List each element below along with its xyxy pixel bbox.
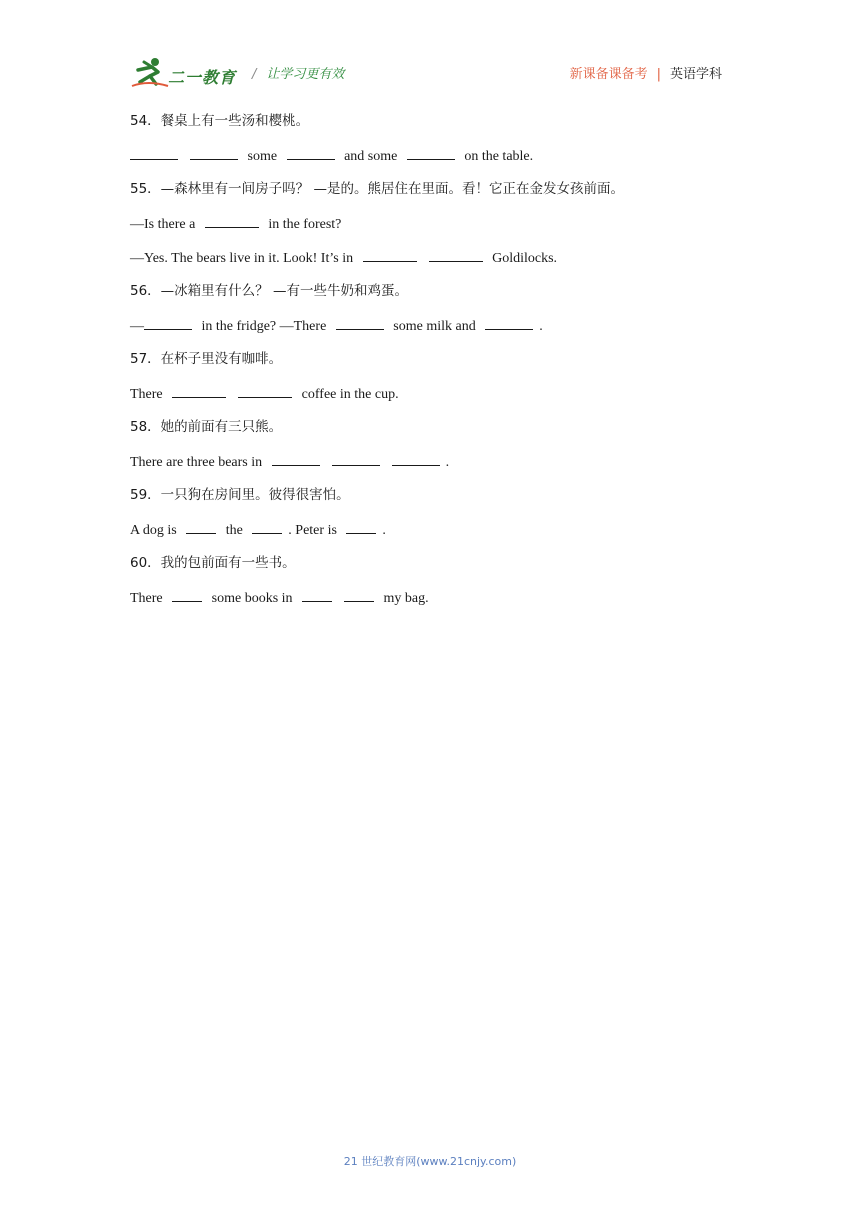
answer-blank[interactable] <box>429 247 483 262</box>
subject-label: 英语学科 <box>669 67 722 82</box>
answer-blank[interactable] <box>346 519 376 534</box>
header-divider: | <box>656 67 661 82</box>
answer-text: There <box>130 591 163 606</box>
brand-logo <box>130 56 240 90</box>
answer-blank[interactable] <box>205 213 259 228</box>
answer-blank[interactable] <box>363 247 417 262</box>
answer-text: coffee in the cup. <box>301 387 399 402</box>
answer-blank[interactable] <box>344 587 374 602</box>
question-56-answer <box>130 315 730 349</box>
answer-text: some <box>247 149 278 164</box>
answer-text: on the table. <box>464 149 534 164</box>
answer-text: the <box>225 523 243 538</box>
question-54-prompt: 54．餐桌上有一些汤和樱桃。 <box>130 113 310 129</box>
answer-blank[interactable] <box>332 451 380 466</box>
answer-blank[interactable] <box>407 145 455 160</box>
answer-text: some books in <box>211 591 293 606</box>
runner-logo-icon <box>130 56 170 90</box>
slogan-slash: / <box>252 67 257 82</box>
slogan-text: 让学习更有效 <box>266 67 345 82</box>
question-55-prompt: 55．—森林里有一间房子吗？ —是的。熊居住在里面。看！它正在金发女孩前面。 <box>130 181 624 197</box>
answer-blank[interactable] <box>190 145 238 160</box>
answer-text: —Yes. The bears live in it. Look! It’s in <box>130 251 354 266</box>
answer-blank[interactable] <box>172 587 202 602</box>
question-57-prompt: 57．在杯子里没有咖啡。 <box>130 351 283 367</box>
answer-text: my bag. <box>383 591 429 606</box>
answer-blank[interactable] <box>186 519 216 534</box>
tagline: 新课备课备考 <box>569 67 648 82</box>
question-54-answer <box>130 145 730 179</box>
answer-text: There <box>130 387 163 402</box>
answer-blank[interactable] <box>272 451 320 466</box>
answer-blank[interactable] <box>336 315 384 330</box>
answer-text: in the fridge? —There <box>201 319 327 334</box>
answer-text: Goldilocks. <box>492 251 558 266</box>
answer-text: —Is there a <box>130 217 196 232</box>
answer-text: . <box>445 455 450 470</box>
question-59-prompt: 59．一只狗在房间里。彼得很害怕。 <box>130 487 350 503</box>
question-60-prompt: 60．我的包前面有一些书。 <box>130 555 296 571</box>
question-59-answer <box>130 519 730 553</box>
question-57-answer <box>130 383 730 417</box>
question-60-answer <box>130 587 730 621</box>
question-55-answer-1 <box>130 213 730 247</box>
answer-blank[interactable] <box>238 383 292 398</box>
question-58-prompt: 58．她的前面有三只熊。 <box>130 419 283 435</box>
page-footer: 21 世纪教育网(www.21cnjy.com) <box>343 1155 517 1168</box>
answer-blank[interactable] <box>392 451 440 466</box>
answer-blank[interactable] <box>302 587 332 602</box>
answer-text: . Peter is <box>288 523 337 538</box>
answer-text: There are three bears in <box>130 455 263 470</box>
answer-text: . <box>382 523 386 538</box>
answer-text: . <box>539 319 543 334</box>
slogan <box>252 63 344 82</box>
answer-text: and some <box>344 149 398 164</box>
answer-blank[interactable] <box>252 519 282 534</box>
logo-text: 二一教育 <box>168 68 237 87</box>
worksheet-content <box>130 111 730 621</box>
header-right <box>570 63 722 82</box>
answer-blank[interactable] <box>485 315 533 330</box>
answer-blank[interactable] <box>144 315 192 330</box>
question-55-answer-2 <box>130 247 730 281</box>
question-56-prompt: 56．—冰箱里有什么？ —有一些牛奶和鸡蛋。 <box>130 283 408 299</box>
question-58-answer <box>130 451 730 485</box>
answer-blank[interactable] <box>172 383 226 398</box>
answer-blank[interactable] <box>287 145 335 160</box>
answer-text: — <box>130 319 144 334</box>
answer-text: A dog is <box>130 523 177 538</box>
answer-text: some milk and <box>393 319 476 334</box>
page-header <box>130 54 730 94</box>
answer-text: in the forest? <box>268 217 342 232</box>
answer-blank[interactable] <box>130 145 178 160</box>
